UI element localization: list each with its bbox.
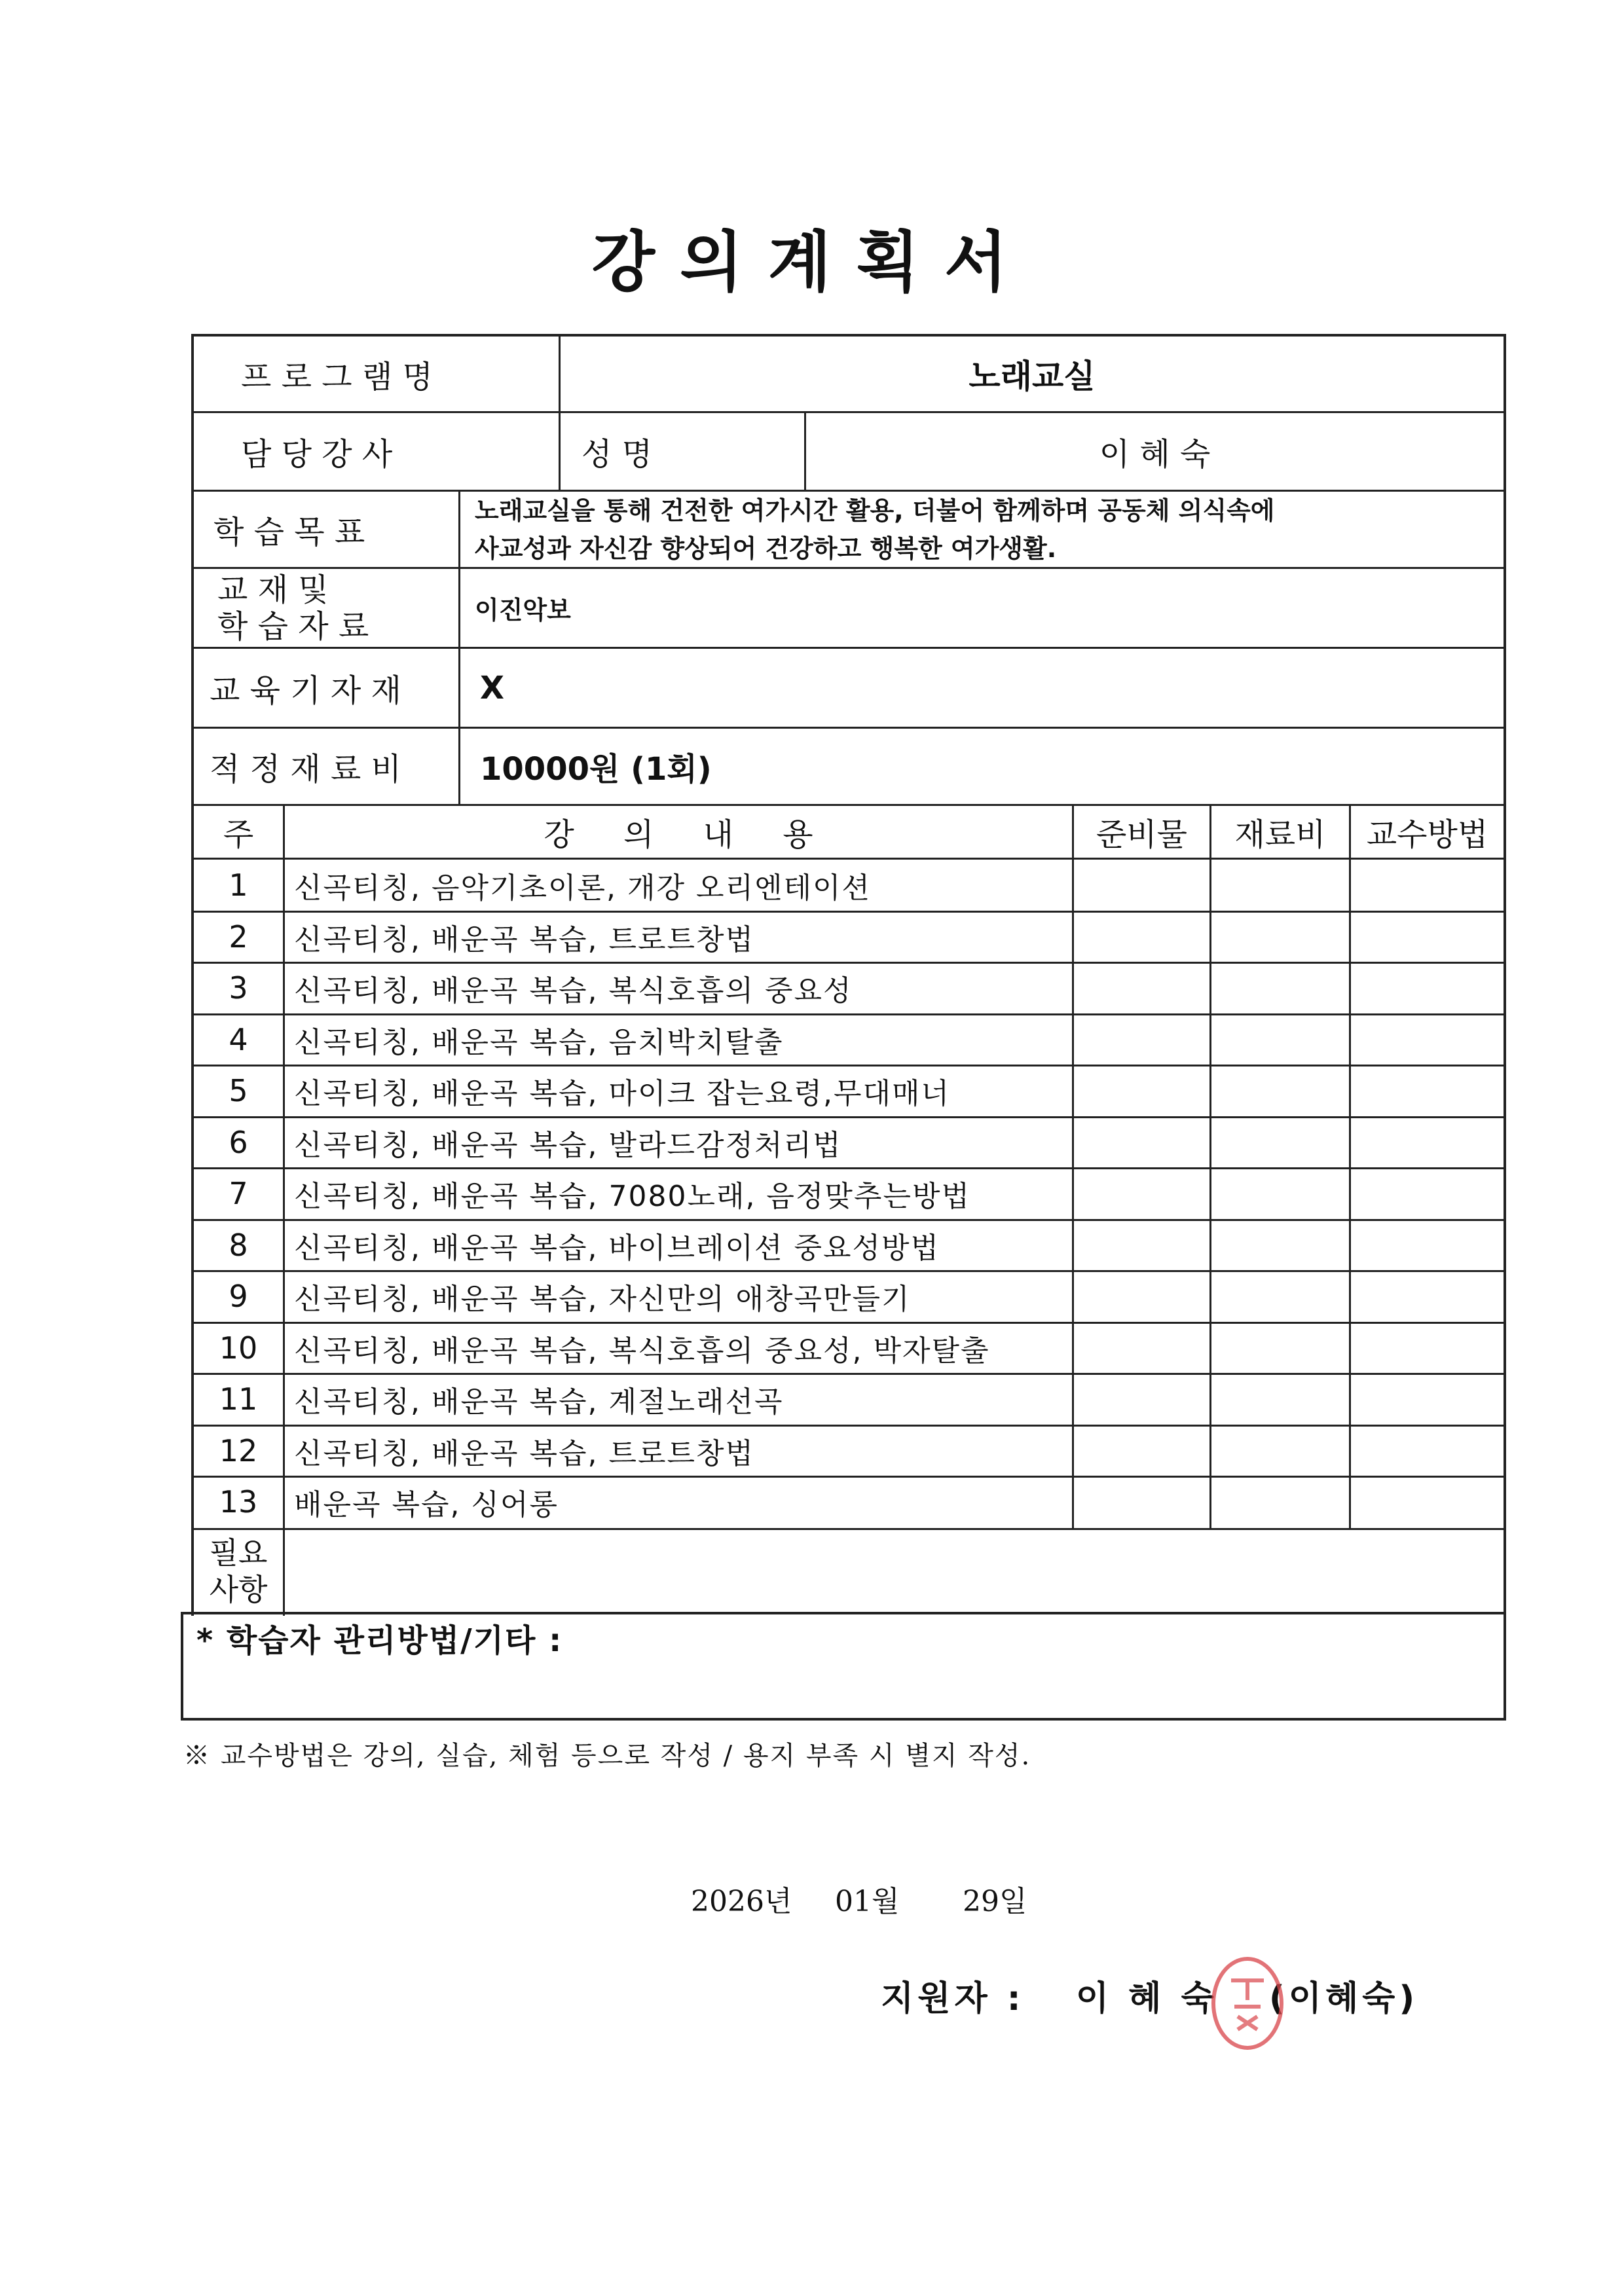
table-rule xyxy=(191,1013,1506,1015)
instructor-name: 이 혜 숙 xyxy=(1099,436,1211,473)
seal-stamp-icon xyxy=(1208,1954,1287,2052)
date-year: 2026년 xyxy=(691,1885,792,1918)
fee-label xyxy=(194,729,458,804)
week-fee-cell xyxy=(1211,1425,1349,1477)
table-rule xyxy=(191,1116,1506,1118)
date-month: 01월 xyxy=(835,1885,900,1918)
table-rule xyxy=(191,1219,1506,1221)
week-number: 7 xyxy=(229,1176,248,1212)
week-prep-cell xyxy=(1074,1374,1209,1425)
week-fee-cell xyxy=(1211,1065,1349,1117)
week-content: 신곡티칭, 배운곡 복습, 발라드감정처리법 xyxy=(294,1128,842,1162)
week-method-cell xyxy=(1351,1117,1504,1169)
week-number: 4 xyxy=(229,1021,248,1057)
header-week: 주 xyxy=(223,816,254,853)
week-number: 5 xyxy=(229,1073,248,1109)
week-method-cell xyxy=(1351,911,1504,963)
week-method-cell xyxy=(1351,1425,1504,1477)
date-day: 29일 xyxy=(963,1885,1027,1918)
week-method-cell xyxy=(1351,962,1504,1014)
week-fee-cell xyxy=(1211,911,1349,963)
week-content: 신곡티칭, 배운곡 복습, 바이브레이션 중요성방법 xyxy=(294,1231,940,1265)
goal-line-2: 사교성과 자신감 향상되어 건강하고 행복한 여가생활. xyxy=(475,534,1057,563)
week-prep-cell xyxy=(1074,911,1209,963)
table-rule xyxy=(191,1167,1506,1169)
week-fee-cell xyxy=(1211,1014,1349,1066)
week-content: 신곡티칭, 배운곡 복습, 트로트창법 xyxy=(294,1436,754,1470)
week-number: 6 xyxy=(229,1124,248,1160)
week-number: 13 xyxy=(219,1484,258,1520)
week-prep-cell xyxy=(1074,1220,1209,1271)
goal-line-1: 노래교실을 통해 건전한 여가시간 활용, 더불어 함께하며 공동체 의식속에 xyxy=(475,496,1275,525)
week-content: 배운곡 복습, 싱어롱 xyxy=(294,1488,559,1522)
week-method-cell xyxy=(1351,1014,1504,1066)
instructor-label xyxy=(194,413,559,490)
week-fee-cell xyxy=(1211,1168,1349,1220)
week-fee-cell xyxy=(1211,1220,1349,1271)
materials-label-line-2: 학 습 자 료 xyxy=(217,608,369,645)
applicant-name: 이 혜 숙 xyxy=(1075,1979,1218,2018)
week-content: 신곡티칭, 배운곡 복습, 7080노래, 음정맞추는방법 xyxy=(294,1180,970,1214)
name-label: 성 명 xyxy=(581,436,652,473)
equipment-value: X xyxy=(480,669,505,706)
week-number: 8 xyxy=(229,1227,248,1263)
week-number: 11 xyxy=(219,1381,258,1417)
week-prep-cell xyxy=(1074,1322,1209,1374)
week-content: 신곡티칭, 배운곡 복습, 트로트창법 xyxy=(294,922,754,957)
table-border-right xyxy=(1504,334,1506,804)
table-border-right xyxy=(1504,1612,1506,1721)
table-rule xyxy=(191,1270,1506,1272)
table-border-bottom xyxy=(181,1718,1506,1721)
week-method-cell xyxy=(1351,1168,1504,1220)
table-border-left xyxy=(181,1612,183,1721)
goal-value xyxy=(460,492,1504,567)
week-prep-cell xyxy=(1074,1476,1209,1528)
required-label xyxy=(194,1530,283,1612)
week-prep-cell xyxy=(1074,1117,1209,1169)
week-method-cell xyxy=(1351,1322,1504,1374)
week-method-cell xyxy=(1351,1065,1504,1117)
week-prep-cell xyxy=(1074,1065,1209,1117)
week-content: 신곡티칭, 배운곡 복습, 자신만의 애창곡만들기 xyxy=(294,1283,911,1317)
header-content: 강 의 내 용 xyxy=(544,816,813,853)
materials-label xyxy=(194,569,458,647)
header-prep: 준비물 xyxy=(1096,816,1188,853)
table-rule xyxy=(191,1425,1506,1427)
equipment-label-text: 교 육 기 자 재 xyxy=(210,672,401,709)
week-prep-cell xyxy=(1074,860,1209,911)
table-border-right xyxy=(1504,804,1506,1616)
week-method-cell xyxy=(1351,1476,1504,1528)
instructor-label-text: 담 당 강 사 xyxy=(241,436,393,473)
week-fee-cell xyxy=(1211,1374,1349,1425)
week-fee-cell xyxy=(1211,860,1349,911)
week-number: 12 xyxy=(219,1432,258,1468)
week-number: 2 xyxy=(229,919,248,955)
week-number: 10 xyxy=(219,1330,258,1366)
week-fee-cell xyxy=(1211,1322,1349,1374)
week-content: 신곡티칭, 배운곡 복습, 복식호흡의 중요성 xyxy=(294,974,853,1008)
header-fee: 재료비 xyxy=(1234,816,1326,853)
week-fee-cell xyxy=(1211,1117,1349,1169)
table-rule xyxy=(191,911,1506,913)
footnote: ※ 교수방법은 강의, 실습, 체험 등으로 작성 / 용지 부족 시 별지 작성. xyxy=(183,1741,1031,1771)
applicant xyxy=(881,1971,1418,2020)
week-content: 신곡티칭, 음악기초이론, 개강 오리엔테이션 xyxy=(294,871,872,905)
management-label: * 학습자 관리방법/기타 : xyxy=(196,1622,563,1659)
required-label-line-1: 필요 xyxy=(209,1535,268,1571)
week-prep-cell xyxy=(1074,1014,1209,1066)
table-rule xyxy=(191,962,1506,964)
week-number: 9 xyxy=(229,1279,248,1315)
week-content: 신곡티칭, 배운곡 복습, 복식호흡의 중요성, 박자탈출 xyxy=(294,1334,990,1368)
table-rule xyxy=(191,1065,1506,1066)
week-content: 신곡티칭, 배운곡 복습, 마이크 잡는요령,무대매너 xyxy=(294,1077,950,1111)
week-method-cell xyxy=(1351,1220,1504,1271)
program-value: 노래교실 xyxy=(969,357,1096,395)
week-content: 신곡티칭, 배운곡 복습, 계절노래선곡 xyxy=(294,1385,784,1419)
header-method: 교수방법 xyxy=(1366,816,1488,853)
week-prep-cell xyxy=(1074,1271,1209,1322)
fee-value: 10000원 (1회) xyxy=(480,751,712,788)
week-method-cell xyxy=(1351,1374,1504,1425)
applicant-label: 지원자 : xyxy=(881,1979,1025,2018)
applicant-seal-name: (이혜숙) xyxy=(1268,1979,1419,2018)
page-title: 강의계획서 xyxy=(591,224,1033,301)
required-label-line-2: 사항 xyxy=(209,1571,268,1607)
week-fee-cell xyxy=(1211,1476,1349,1528)
materials-label-line-1: 교 재 및 xyxy=(217,571,329,608)
week-fee-cell xyxy=(1211,962,1349,1014)
goal-label-text: 학 습 목 표 xyxy=(213,514,365,551)
program-label xyxy=(194,337,559,411)
week-number: 3 xyxy=(229,970,248,1006)
program-label-text: 프 로 그 램 명 xyxy=(241,358,433,395)
week-fee-cell xyxy=(1211,1271,1349,1322)
week-method-cell xyxy=(1351,860,1504,911)
fee-label-text: 적 정 재 료 비 xyxy=(210,751,401,788)
table-rule xyxy=(191,1322,1506,1324)
table-rule xyxy=(191,1476,1506,1478)
week-prep-cell xyxy=(1074,1425,1209,1477)
table-rule xyxy=(191,1373,1506,1375)
equipment-label xyxy=(194,649,458,727)
materials-value: 이진악보 xyxy=(475,596,571,625)
goal-label xyxy=(194,492,458,567)
table-rule xyxy=(191,1528,1506,1530)
week-number: 1 xyxy=(229,867,248,903)
week-prep-cell xyxy=(1074,962,1209,1014)
week-method-cell xyxy=(1351,1271,1504,1322)
week-content: 신곡티칭, 배운곡 복습, 음치박치탈출 xyxy=(294,1025,784,1059)
week-prep-cell xyxy=(1074,1168,1209,1220)
